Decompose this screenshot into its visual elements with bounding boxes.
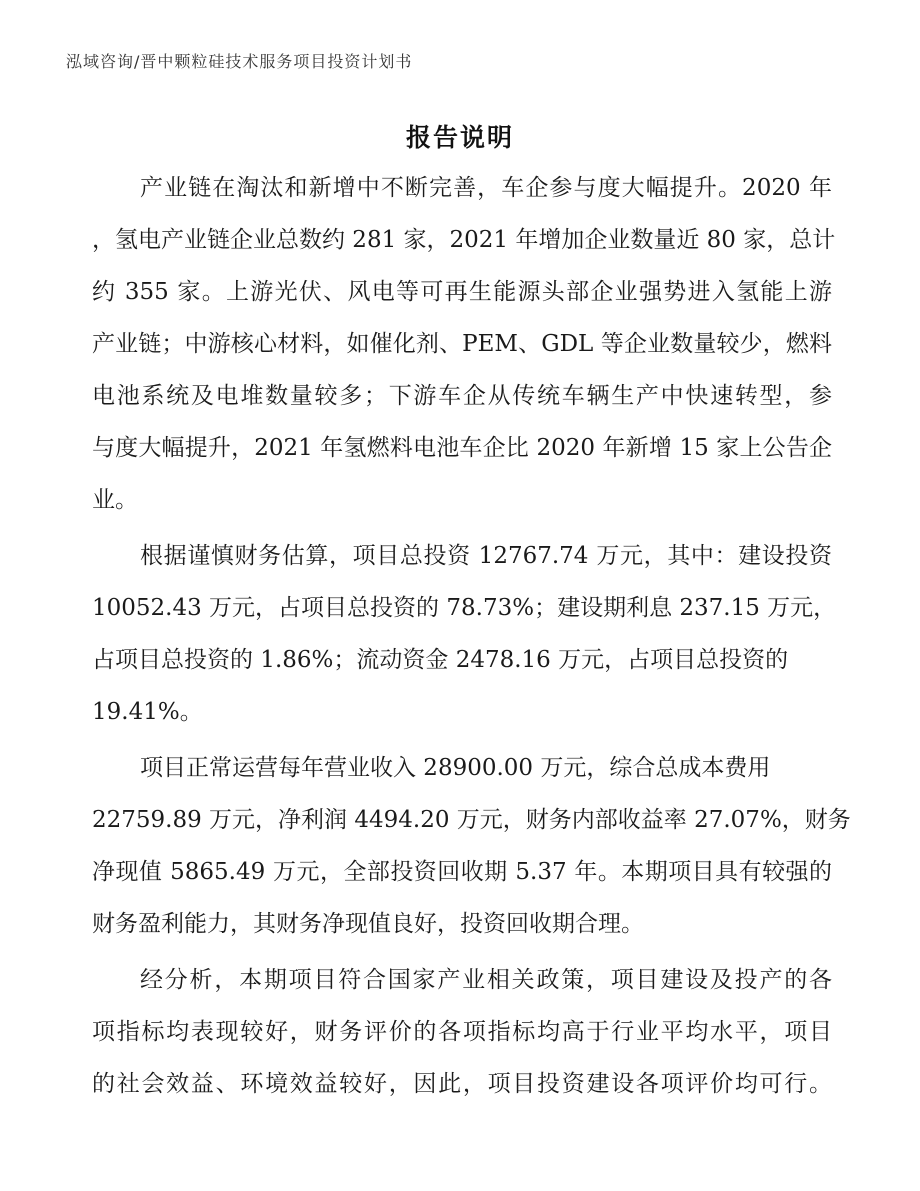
text-line: 产业链；中游核心材料，如催化剂、PEM、GDL 等企业数量较少，燃料: [92, 331, 832, 357]
text-line: 经分析，本期项目符合国家产业相关政策，项目建设及投产的各: [140, 967, 832, 993]
text-line: 约 355 家。上游光伏、风电等可再生能源头部企业强势进入氢能上游: [92, 279, 832, 305]
text-line: 10052.43 万元，占项目总投资的 78.73%；建设期利息 237.15 万元，: [92, 595, 837, 621]
paragraph-industry-chain: [92, 162, 836, 526]
text-line: 业。: [92, 487, 138, 513]
text-line: 占项目总投资的 1.86%；流动资金 2478.16 万元，占项目总投资的: [92, 647, 789, 673]
text-line: 的社会效益、环境效益较好，因此，项目投资建设各项评价均可行。: [92, 1071, 832, 1097]
text-line: 根据谨慎财务估算，项目总投资 12767.74 万元，其中：建设投资: [140, 543, 832, 569]
text-line: 财务盈利能力，其财务净现值良好，投资回收期合理。: [92, 911, 644, 937]
running-header: 泓域咨询/晋中颗粒硅技术服务项目投资计划书: [66, 52, 413, 71]
paragraph-financial-results: [92, 742, 851, 950]
text-line: 产业链在淘汰和新增中不断完善，车企参与度大幅提升。2020 年: [140, 175, 832, 201]
section-title: 报告说明: [405, 123, 514, 152]
text-line: 项指标均表现较好，财务评价的各项指标均高于行业平均水平，项目: [92, 1019, 832, 1045]
paragraph-conclusion: [92, 954, 832, 1110]
text-line: 电池系统及电堆数量较多；下游车企从传统车辆生产中快速转型，参: [92, 383, 832, 409]
text-line: 19.41%。: [92, 699, 203, 725]
text-line: 与度大幅提升，2021 年氢燃料电池车企比 2020 年新增 15 家上公告企: [92, 435, 832, 461]
paragraph-investment-estimate: [92, 530, 837, 738]
text-line: 22759.89 万元，净利润 4494.20 万元，财务内部收益率 27.07%，财务: [92, 807, 851, 833]
document-body: [92, 162, 851, 1110]
text-line: 项目正常运营每年营业收入 28900.00 万元，综合总成本费用: [140, 755, 771, 781]
text-line: 净现值 5865.49 万元，全部投资回收期 5.37 年。本期项目具有较强的: [92, 859, 832, 885]
text-line: ，氢电产业链企业总数约 281 家，2021 年增加企业数量近 80 家，总计: [92, 227, 836, 253]
